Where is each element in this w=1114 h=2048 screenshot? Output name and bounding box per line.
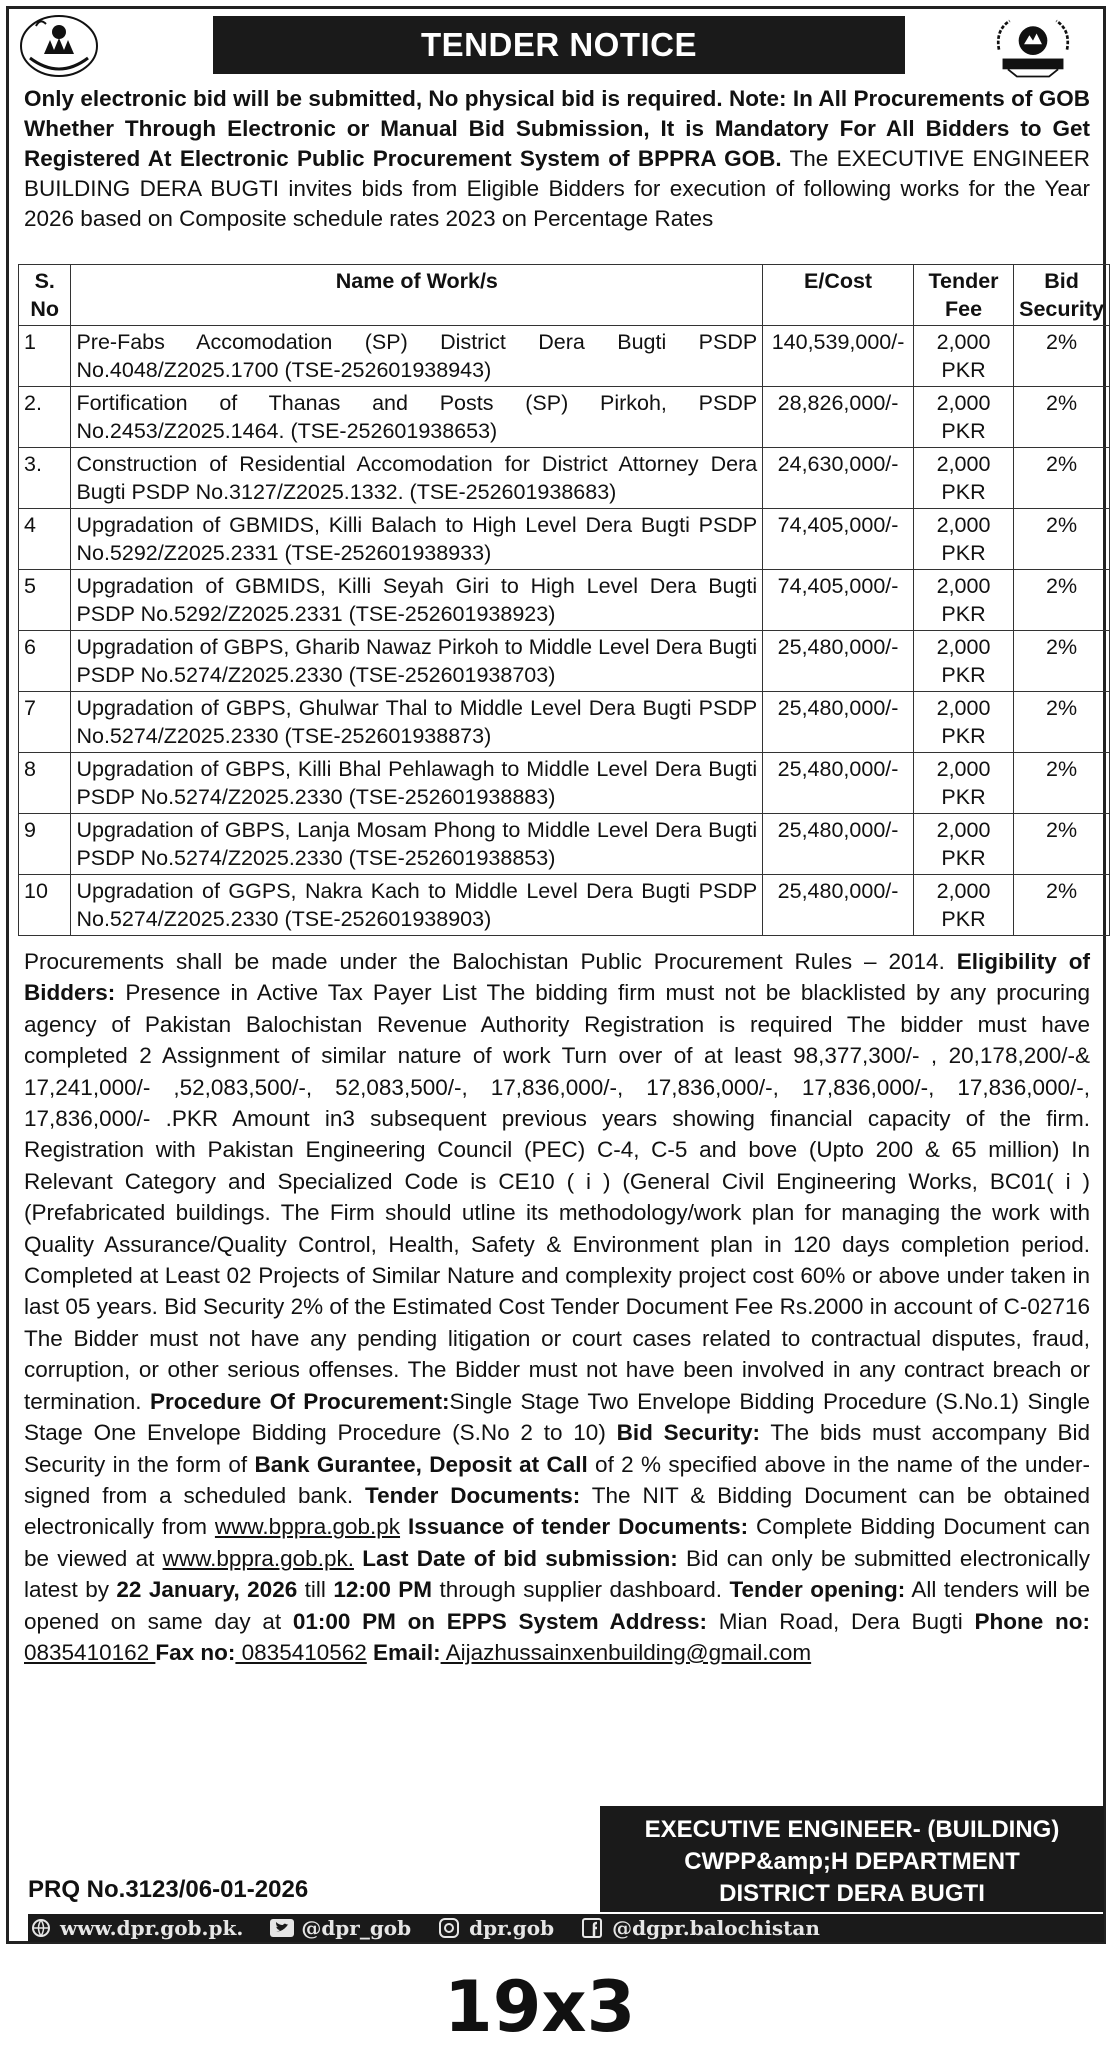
row-sno: 2. [19,387,71,448]
row-sno: 3. [19,448,71,509]
tender-opening-heading: Tender opening: [729,1577,906,1603]
row-work-name: Pre-Fabs Accomodation (SP) District Dera Bugti PSDP No.4048/Z2025.1700 (TSE-252601938943) [71,326,763,387]
row-security: 2% [1014,570,1110,631]
table-row [19,570,1110,631]
page-title: TENDER NOTICE [213,16,905,74]
works-table [18,264,1110,936]
tender-documents-text: The NIT & Bidding Document can be obtained electronically from [24,1482,1091,1540]
dgpr-emblem-logo [990,10,1076,82]
twitter-text: @dpr_gob [301,1916,412,1940]
address-text: Mian Road, Dera Bugti [707,1608,975,1634]
fax-label: Fax no: [155,1639,236,1665]
table-row [19,875,1110,936]
procedure-text: Single Stage Two Envelope Bidding Procedure (S.No.1) Single Stage One Envelope Bidding Procedure (S.No 2 to 10) [24,1388,1090,1446]
row-cost: 25,480,000/- [763,875,914,936]
footer-twitter[interactable] [269,1916,411,1940]
row-cost: 74,405,000/- [763,509,914,570]
signature-line-3: DISTRICT DERA BUGTI [719,1880,985,1907]
bid-security-heading: Bid Security: [616,1420,760,1446]
terms-text: Procurements shall be made under the Balochistan Public Procurement Rules – 2014. [24,949,957,974]
row-fee: 2,000 PKR [913,326,1013,387]
row-sno: 5 [19,570,71,631]
balochistan-govt-logo [16,10,102,82]
row-security: 2% [1014,692,1110,753]
header-bid-security: Bid Security [1014,265,1110,326]
table-row [19,387,1110,448]
row-fee: 2,000 PKR [913,814,1013,875]
row-cost: 25,480,000/- [763,631,914,692]
bid-security-text-2: of 2 % specified above in the name of the under-signed from a scheduled bank. [24,1451,1090,1508]
row-work-name: Upgradation of GBMIDS, Killi Seyah Giri to High Level Dera Bugti PSDP No.5292/Z2025.2331 (TSE-252601938923) [71,570,763,631]
bid-security-forms: Bank Gurantee, Deposit at Call [254,1451,588,1477]
bppra-link-2[interactable]: www.bppra.gob.pk. [162,1545,354,1571]
footer-facebook[interactable] [580,1916,820,1940]
table-row [19,814,1110,875]
table-row [19,753,1110,814]
row-fee: 2,000 PKR [913,570,1013,631]
bid-security-text: The bids must accompany Bid Security in the form of [24,1420,1090,1477]
fax-number: 0835410562 [235,1639,367,1665]
row-cost: 28,826,000/- [763,387,914,448]
row-fee: 2,000 PKR [913,875,1013,936]
last-time-value: 12:00 PM [333,1577,433,1603]
terms-paragraph [24,946,1090,1668]
row-security: 2% [1014,509,1110,570]
facebook-icon [580,1918,606,1938]
row-work-name: Upgradation of GGPS, Nakra Kach to Middle Level Dera Bugti PSDP No.5274/Z2025.2330 (TSE-252601938903) [71,875,763,936]
table-row [19,448,1110,509]
row-work-name: Upgradation of GBPS, Killi Bhal Pehlawagh to Middle Level Dera Bugti PSDP No.5274/Z2025.2330 (TSE-252601938883) [71,753,763,814]
row-sno: 8 [19,753,71,814]
issuance-text: Complete Bidding Document can be viewed at [24,1514,1091,1571]
footer-website[interactable] [28,1916,243,1940]
table-row [19,509,1110,570]
phone-label: Phone no: [974,1608,1090,1634]
row-security: 2% [1014,631,1110,692]
issuance-heading: Issuance of tender Documents: [400,1514,749,1540]
signature-line-2: CWPP&amp;H DEPARTMENT [684,1848,1020,1875]
row-fee: 2,000 PKR [913,387,1013,448]
prq-number: PRQ No.3123/06-01-2026 [28,1876,309,1903]
row-cost: 25,480,000/- [763,814,914,875]
row-fee: 2,000 PKR [913,448,1013,509]
row-work-name: Upgradation of GBPS, Lanja Mosam Phong to Middle Level Dera Bugti PSDP No.5274/Z2025.2330 (TSE-252601938853) [71,814,763,875]
row-fee: 2,000 PKR [913,753,1013,814]
row-cost: 74,405,000/- [763,570,914,631]
row-security: 2% [1014,326,1110,387]
signature-block [600,1806,1104,1912]
facebook-text: @dgpr.balochistan [612,1916,820,1940]
email-link[interactable]: Aijazhussainxenbuilding@gmail.com [440,1639,812,1665]
twitter-icon [269,1918,295,1938]
row-fee: 2,000 PKR [913,631,1013,692]
procedure-heading: Procedure Of Procurement: [150,1388,450,1414]
row-sno: 10 [19,875,71,936]
row-security: 2% [1014,387,1110,448]
row-fee: 2,000 PKR [913,509,1013,570]
signature-line-1: EXECUTIVE ENGINEER- (BUILDING) [644,1816,1060,1843]
row-security: 2% [1014,753,1110,814]
row-sno: 7 [19,692,71,753]
header-tender-fee: Tender Fee [913,265,1013,326]
row-cost: 140,539,000/- [763,326,914,387]
table-row [19,692,1110,753]
footer-bar [28,1914,1104,1942]
website-text: www.dpr.gob.pk. [60,1916,244,1940]
last-date-value: 22 January, 2026 [116,1577,298,1603]
row-security: 2% [1014,814,1110,875]
last-date-text: Bid can only be submitted electronically latest by [24,1545,1090,1603]
row-sno: 6 [19,631,71,692]
table-row [19,631,1110,692]
intro-bold-text: Only electronic bid will be submitted, No physical bid is required. Note: In All Procurements of GOB Whether Through Electronic or Manual Bid Submission, It is Mandatory For All Bidders to Get Registered At Electronic Public Procurement System of BPPRA GOB. [24,86,1090,171]
row-work-name: Upgradation of GBPS, Gharib Nawaz Pirkoh to Middle Level Dera Bugti PSDP No.5274/Z2025.2330 (TSE-252601938703) [71,631,763,692]
row-work-name: Upgradation of GBPS, Ghulwar Thal to Middle Level Dera Bugti PSDP No.5274/Z2025.2330 (TSE-252601938873) [71,692,763,753]
phone-number[interactable]: 0835410162 [24,1639,156,1665]
email-label: Email: [366,1639,441,1665]
table-row [19,326,1110,387]
tender-opening-text: All tenders will be opened on same day at [24,1577,1091,1634]
row-cost: 25,480,000/- [763,753,914,814]
row-sno: 4 [19,509,71,570]
bppra-link[interactable]: www.bppra.gob.pk [214,1514,401,1540]
row-work-name: Construction of Residential Accomodation for District Attorney Dera Bugti PSDP No.3127/Z2025.1332. (TSE-252601938683) [71,448,763,509]
row-security: 2% [1014,875,1110,936]
instagram-text: dpr.gob [469,1916,555,1940]
intro-paragraph [24,84,1090,234]
instagram-icon [437,1918,463,1938]
intro-normal-text: The EXECUTIVE ENGINEER BUILDING DERA BUGTI invites bids from Eligible Bidders for execution of following works for the Year 2026 based on Composite schedule rates 2023 on Percentage Rates [24,146,1090,231]
row-cost: 24,630,000/- [763,448,914,509]
eligibility-heading: Eligibility of Bidders: [24,949,1091,1006]
last-date-text-2: through supplier dashboard. [432,1577,730,1603]
header-sno: S. No [19,265,71,326]
row-work-name: Fortification of Thanas and Posts (SP) Pirkoh, PSDP No.2453/Z2025.1464. (TSE-252601938653) [71,387,763,448]
tender-documents-heading: Tender Documents: [365,1482,581,1508]
row-fee: 2,000 PKR [913,692,1013,753]
opening-time-address: 01:00 PM on EPPS System Address: [292,1608,708,1634]
ad-size-label: 19x3 [444,1966,636,2048]
globe-icon [28,1918,54,1938]
last-date-till: till [297,1577,334,1603]
footer-instagram[interactable] [437,1916,554,1940]
table-header-row [19,265,1110,326]
row-work-name: Upgradation of GBMIDS, Killi Balach to High Level Dera Bugti PSDP No.5292/Z2025.2331 (TSE-252601938933) [71,509,763,570]
last-date-heading: Last Date of bid submission: [353,1545,678,1571]
header-name-of-work: Name of Work/s [71,265,763,326]
header-estimated-cost: E/Cost [763,265,914,326]
row-sno: 1 [19,326,71,387]
eligibility-text: Presence in Active Tax Payer List The bidding firm must not be blacklisted by any procuring agency of Pakistan Balochistan Revenue Authority Registration is required The bidder must have completed 2 Assignment of similar nature of work Turn over of at least 98,377,300/- , 20,178,200/-& 17,241,000/- ,52,083,500/-, 52,083,500/-, 17,836,000/-, 17,836,000/-, 17,836,000/-, 17,836,000/-, 17,836,000/- .PKR Amount in3 subsequent previous years showing financial capacity of the firm. Registration with Pakistan Engineering Council (PEC) C-4, C-5 and bove (Upto 200 & 65 million) In Relevant Category and Specialized Code is CE10 ( i ) (General Civil Engineering Works, BC01( i ) (Prefabricated buildings. The Firm should utline its methodology/work plan for managing the work with Quality Assurance/Quality Control, Health, Safety & Environment plan in 120 days completion period. Completed at Least 02 Projects of Similar Nature and complexity project cost 60% or above under taken in last 05 years. Bid Security 2% of the Estimated Cost Tender Document Fee Rs.2000 in account of C-02716 The Bidder must not have any pending litigation or court cases related to contractual disputes, fraud, corruption, or other serious offenses. The Bidder must not have been involved in any contract breach or termination. [24,980,1090,1414]
row-cost: 25,480,000/- [763,692,914,753]
row-sno: 9 [19,814,71,875]
row-security: 2% [1014,448,1110,509]
